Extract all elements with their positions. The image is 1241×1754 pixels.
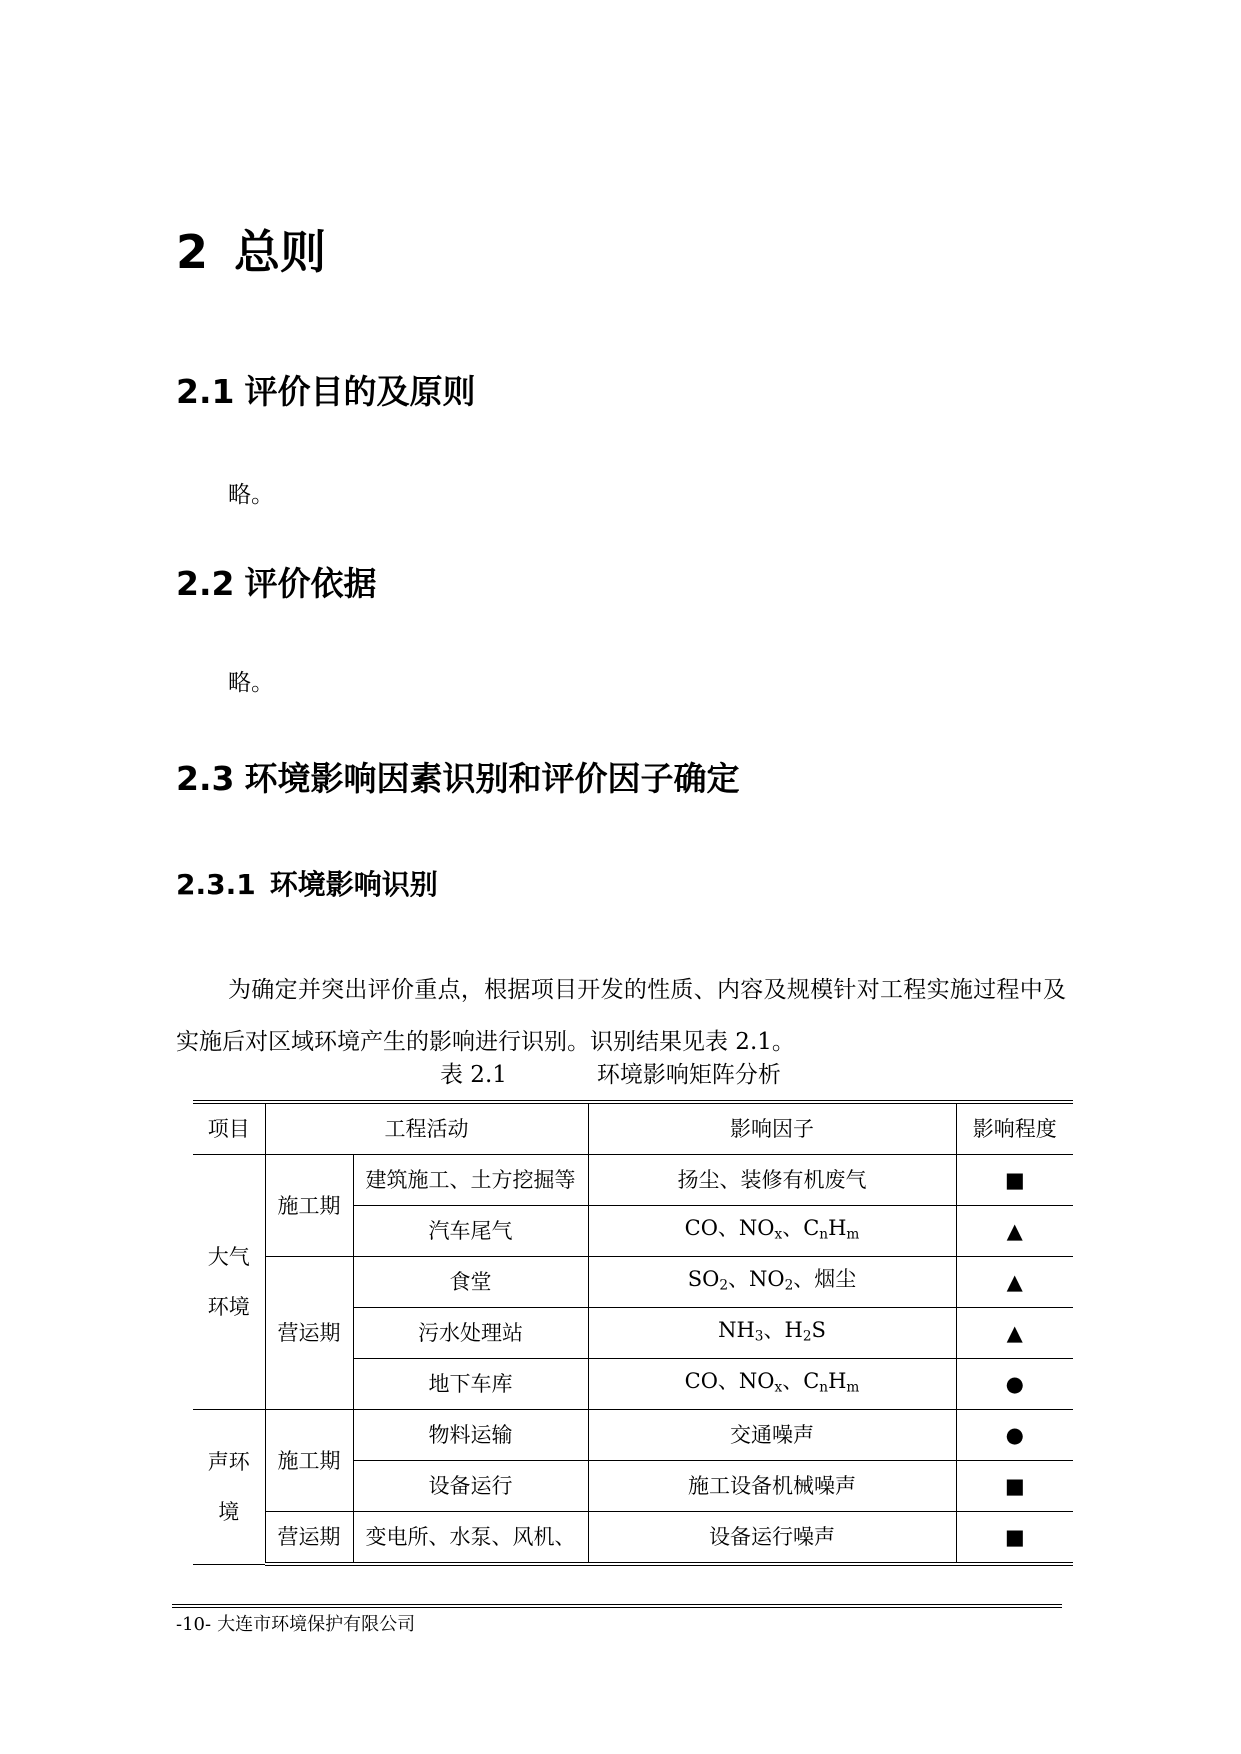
header-degree: 影响程度 — [956, 1102, 1073, 1155]
table-caption-title: 环境影响矩阵分析 — [596, 1062, 781, 1088]
group-noise — [193, 1410, 265, 1565]
impact-matrix-table — [193, 1100, 1073, 1566]
company-name: 大连市环境保护有限公司 — [217, 1614, 416, 1635]
chapter-heading — [176, 222, 326, 282]
page-footer — [176, 1612, 415, 1638]
phase-operation: 营运期 — [265, 1512, 353, 1565]
group-air-line2: 环境 — [207, 1295, 250, 1319]
chapter-number: 2 — [176, 225, 209, 279]
table-row — [193, 1155, 1073, 1206]
section-number: 2.1 — [176, 372, 235, 411]
factor-cell: $NH_3$、$H_2S$ — [588, 1308, 956, 1359]
section-number: 2.3 — [176, 759, 235, 798]
table-row — [193, 1410, 1073, 1461]
section-heading-2-2 — [176, 562, 376, 606]
chapter-title: 总则 — [234, 225, 327, 279]
phase-construction: 施工期 — [265, 1410, 353, 1512]
footer-divider — [172, 1604, 1062, 1608]
section-body-2-2: 略。 — [228, 670, 274, 696]
group-air-line1: 大气 — [207, 1245, 250, 1269]
table-row — [193, 1257, 1073, 1308]
table-header-row — [193, 1102, 1073, 1155]
degree-cell: ▲ — [956, 1257, 1073, 1308]
activity-cell: 地下车库 — [353, 1359, 588, 1410]
activity-cell: 汽车尾气 — [353, 1206, 588, 1257]
header-factor: 影响因子 — [588, 1102, 956, 1155]
activity-cell: 变电所、水泵、风机、 — [353, 1512, 588, 1565]
section-title: 评价目的及原则 — [244, 372, 476, 411]
page-number: -10- — [176, 1614, 212, 1635]
section-title: 环境影响因素识别和评价因子确定 — [244, 759, 740, 798]
factor-cell: CO、$NO_x$、$C_nH_m$ — [588, 1359, 956, 1410]
group-air — [193, 1155, 265, 1410]
degree-cell: ▲ — [956, 1206, 1073, 1257]
activity-cell: 设备运行 — [353, 1461, 588, 1512]
degree-cell: ■ — [956, 1512, 1073, 1565]
degree-cell: ● — [956, 1410, 1073, 1461]
activity-cell: 物料运输 — [353, 1410, 588, 1461]
degree-cell: ● — [956, 1359, 1073, 1410]
phase-construction: 施工期 — [265, 1155, 353, 1257]
table-row — [193, 1512, 1073, 1565]
activity-cell: 污水处理站 — [353, 1308, 588, 1359]
group-noise-line1: 声环 — [207, 1449, 250, 1474]
section-number: 2.2 — [176, 564, 235, 603]
factor-cell: 设备运行噪声 — [588, 1512, 956, 1565]
section-title: 评价依据 — [244, 564, 377, 603]
factor-cell: $SO_2$、$NO_2$、烟尘 — [588, 1257, 956, 1308]
table-caption — [440, 1058, 781, 1092]
phase-operation: 营运期 — [265, 1257, 353, 1410]
group-noise-line2: 境 — [218, 1499, 240, 1524]
degree-cell: ■ — [956, 1155, 1073, 1206]
factor-cell: 施工设备机械噪声 — [588, 1461, 956, 1512]
degree-cell: ■ — [956, 1461, 1073, 1512]
subsection-title: 环境影响识别 — [269, 868, 438, 901]
subsection-number: 2.3.1 — [176, 868, 256, 901]
factor-cell: 交通噪声 — [588, 1410, 956, 1461]
activity-cell: 建筑施工、土方挖掘等 — [353, 1155, 588, 1206]
header-item: 项目 — [193, 1102, 265, 1155]
factor-cell: CO、$NO_x$、$C_nH_m$ — [588, 1206, 956, 1257]
section-heading-2-1 — [176, 370, 475, 414]
body-paragraph: 为确定并突出评价重点，根据项目开发的性质、内容及规模针对工程实施过程中及实施后对区域环境产生的影响进行识别。识别结果见表 2.1。 — [176, 977, 1066, 1055]
header-activity: 工程活动 — [265, 1102, 588, 1155]
activity-cell: 食堂 — [353, 1257, 588, 1308]
section-body-2-1: 略。 — [228, 482, 274, 508]
subsection-heading — [176, 866, 438, 904]
factor-cell: 扬尘、装修有机废气 — [588, 1155, 956, 1206]
degree-cell: ▲ — [956, 1308, 1073, 1359]
section-heading-2-3 — [176, 757, 739, 801]
table-caption-number: 表 2.1 — [440, 1062, 507, 1088]
